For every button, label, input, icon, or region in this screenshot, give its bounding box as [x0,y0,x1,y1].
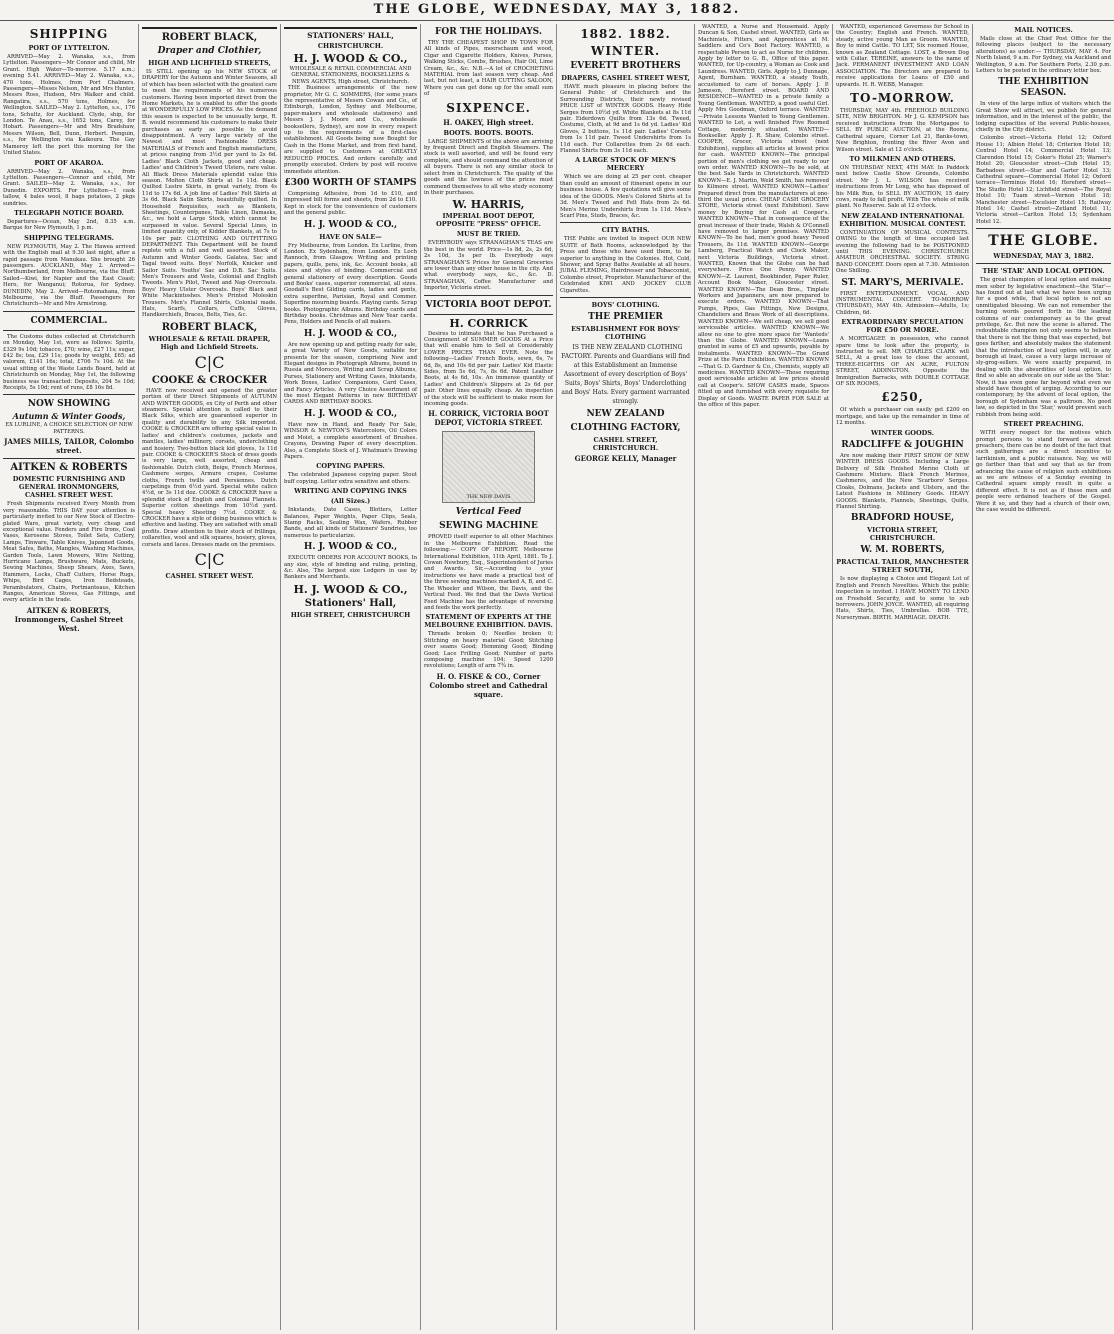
harris-heading: W. HARRIS, [452,198,525,212]
tomorrow-text: THURSDAY, MAY 4th. FREEHOLD BUILDING SITE, NEW BRIGHTON. Mr J. G. KEMPSON has received instructions from the Mortgagee to SELL BY PUBLIC AUCTION, at the Rooms, Cathedral square, Corner Lot 21, Banks-town, New Brighton, fronting the River Avon and Wilson street. Sale at 12 o'clock. [836,108,969,153]
bradford-sub: VICTORIA STREET, CHRISTCHURCH. [867,526,938,543]
winter-heading: WINTER. [590,44,661,58]
now-showing-heading: NOW SHOWING [27,399,111,410]
year-heading: 1882. 1882. [580,27,671,41]
commercial-text: The Customs duties collected at Christchurch on Monday, May 1st, were as follows: Spirits, £329 9s 10d; tobacco, £70; wine, £27 11s; sugar, £42 8s; tea, £29 11s; goods by weight, £65; ad valorem, £141 16s; total, £706 7s 10d. At the usual sitting of the Waste Lands Board, held at Christchurch on Monday, May 1st, the following business was transacted: Deposits, 204 5s 10d; Receipts, 5s 10d; rent of runs, £8 16s 8d. [3,333,135,392]
wood-text: THE Business arrangements of the new proprietor, Mr G. C. SOMMERS, (for some years the representative of Messrs Cowan and Co., of Edinburgh, London, Sydney and Melbourne, paper-makers and wholesale stationers) and Messrs J. J. Moore and Co., wholesale booksellers, Sydney), are now in every respect up to the requirements of a first-class establishment. All Goods being now Bought for Cash in the Home Market, and from first hand, are supplied to Customers at GREATLY REDUCED PRICES. And orders carefully and promptly executed. Orders by post will receive immediate attention. [284,85,417,175]
black-heading: ROBERT BLACK, [161,32,258,43]
boots-heading: BOOTS. BOOTS. BOOTS. [443,128,534,137]
preaching-heading: STREET PREACHING. [1003,420,1084,429]
now-showing-sign: JAMES MILLS, TAILOR, Colombo street. [4,437,134,456]
sixpence-heading: SIXPENCE. [446,100,531,115]
shipping-text: ARRIVED—May 2. Wanaka, s.s., from Lyttelton. Passengers—Mr Connor and child, Mr Grant. High Water—To-morrow. 5.17 a.m.; evening 5.41. ARRIVED—May 2. Wanaka, s.s., 470 tons, Holmes, from Port Chalmers. Passengers—Misses Nelson, Mr and Mrs Hunter, Messrs Ross, Hudson, Mrs Walker and child. Rangatira, s.s., 570 tons, Holmes, for Wellington. SAILED—May 2. Lyttelton, s.s., 176 tons, Schultz, for Auckland. Clyde, ship, for London. Te Anau, s.s., 1652 tons, Carey, for Hobart. Passengers—Mr and Mrs Bradshaw, Messrs Wilson, Bell, Dunn, Herbert. Penguin, s.s., for Wellington via Kaikoura. The Gay Mameroy left the port this morning for the United States. [3,54,135,157]
roberts-sub: PRACTICAL TAILOR, MANCHESTER STREET SOUTH, [836,558,969,575]
speculation-text: A MORTGAGEE in possession, who cannot spare time to look after the property, is instructed to sell. MR CHARLES CLARK will SELL, At a great loss to close the account, THREE-EIGHTHS OF AN ACRE, FULTON STREET, ADDINGTON. Opposite the Immigration Barracks, with DOUBLE COTTAGE OF SIX ROOMS, [836,336,969,388]
milkmen-heading: TO MILKMEN AND OTHERS. [849,154,956,163]
merivale-heading: ST. MARY'S, MERIVALE. [841,277,964,288]
roberts-heading: W. M. ROBERTS, [860,545,945,556]
nzcf-sub: CLOTHING FACTORY, [570,422,681,433]
corrick-sign: H. CORRICK, VICTORIA BOOT DEPOT, VICTORIA STREET. [428,409,549,428]
column-4 [421,24,556,1328]
telegrams-heading: SHIPPING TELEGRAMS. [24,233,114,242]
shipping-heading: SHIPPING [29,27,109,41]
black-address: HIGH AND LICHFIELD STREETS, [148,59,271,67]
sewing-table: Threads broken 0; Needles broken 0; Stitching on heavy material Good; Stitching over seams Good; Hemming Good; Binding Good; Lace Frilling Good; Number of parts composing machine 104; Speed 1200 revolutions; Length of arm 7¾ in. [424,631,553,670]
wood3-text: Are now opening up and getting ready for sale, a great Variety of New Goods, suitable for presents for the season, comprising New and Elegant designs in Photograph Albums, bound in Russia and Morocco, Writing and Scrap Albums, Purses, Stationery and Writing Cases, Inkstands, Work Boxes, Ladies' Companions, Card Cases, and Fancy Articles. A very Choice Assortment of the most Elegant Patterns in new BIRTHDAY CARDS AND BIRTHDAY BOOKS. [284,341,417,406]
tried-text: EVERYBODY says STRANAGHAN'S TEAS are the best in the world. Price—1s 8d, 2s, 2s 6d, 2s 10d, 3s per lb. Everybody says STRANAGHAN'S Prices for General Groceries are lower than any other house in the city. And what everybody says, &c., &c. D. STRANAGHAN, Coffee Manufacturer and Importer, Victoria street. [424,240,553,292]
aitken-sign: AITKEN & ROBERTS, Ironmongers, Cashel Street West. [14,605,124,633]
stationers-heading: STATIONERS' HALL, [307,31,394,40]
aitken-heading: AITKEN & ROBERTS [10,462,128,474]
akaroa-text: ARRIVED—May 2. Wanaka, s.s., from Lyttelton. Passengers—Connor and child, Mr Grant. SAILED—May 2. Wanaka, s.s., for Dunedin. EXPORTS. For Lyttelton—1 cask tallow, 4 bales wool, 8 bags potatoes, 2 pkgs sundries. [3,168,135,207]
cc-monogram: C|C [194,352,225,372]
nzcf-sign: GEORGE KELLY, Manager [574,453,677,463]
copy-text: The celebrated Japanese copying paper. Stout buff copying. Letter extra sensitive and others. [284,472,417,485]
black-text: IS STILL opening up his NEW STOCK of DRAPERY for the Autumn and Winter Seasons, all of which has been selected with the greatest care to meet the requirements of his numerous customers. Having been imported direct from the Home Markets, he is enabled to offer the goods at WONDERFULLY LOW PRICES. As the demand this season is expected to be unusually large, R. B. would recommend his customers to make their purchases as early as possible to avoid disappointment. A very large variety of the Newest and most Fashionable DRESS MATERIALS of French and English manufacture, at prices ranging from 3½d per yard to 2s 6d. Ladies' Black Cloth Jackets, good and cheap. Ladies' and Children's Tweed Ulsters, rare value. All Black Dress Materials splendid value this season. Molton Cloth Shirts at 1s 11d. Black Quilted Lustre Skirts, in great variety, from 4s 11d to 17s 6d. A job line of Ladies' Felt Skirts at 3s 6d. Black Satin Skirts, beautifully quilted. In Household Requisites, such as Blankets, Sheetings, Counterpanes, Table Linen, Damasks, &c., we hold a Large Stock, which cannot be surpassed in value. Several Special Lines, in limited quantity only, of Kidder Blankets, at 7s to 10s per pair. CLOTHING AND OUTFITTING DEPARTMENT. This Department will be found replete with a full and well assorted Stock of Autumn and Winter Goods. Galatea, Sac and Tagal tweed suits. Boys' Norfolk, Knicker and Sailor Suits. Youths' Sac and D.B. Sac Suits. Men's Trousers and Vests, Colonial and English Tweeds. Men's Pilot, Tweed and Nap Overcoats. Boys' Heavy Ulster Overcoats. Boys' Black and White Mackintoshes. Men's Printed Moleskin Trousers. Men's Flannel Shirts, Colonial made. Hats, Scarfs, Collars, Cuffs, Gloves, Handkerchiefs, Braces, Belts, Ties, &c. [142,69,277,319]
premier-heading: THE PREMIER [588,311,663,322]
column-2 [139,24,280,1328]
merivale-text: FIRST ENTERTAINMENT. VOCAL AND INSTRUMENTAL CONCERT. TO-MORROW (THURSDAY), MAY 4th. Admission—Adults, 1s; Children, 6d. [836,290,969,316]
victoria-heading: VICTORIA BOOT DEPOT. [425,299,552,310]
boots-text: LARGE SHIPMENTS of the above are arriving by frequent Direct and English Steamers. The stock is well assorted, and will be found very complete, and should command the attention of all buyers. There is not any similar stock to select from in Christchurch. The quality of the goods and the lowness of the prices must commend themselves to all who study economy in their purchases. [424,138,553,196]
bradford-heading: BRADFORD HOUSE, [850,513,955,524]
sewing-heading-2: SEWING MACHINE [439,521,538,532]
sewing-caption: THE NEW DAVIS [466,494,511,501]
column-6 [695,24,832,1328]
wood-heading: H. J. WOOD & CO., [293,52,408,65]
fiske-sign: H. O. FISKE & CO., Corner Colombo street and Cathedral square. [429,671,548,699]
baths-heading: CITY BATHS. [601,226,650,235]
wood3-heading: H. J. WOOD & CO., [303,328,398,339]
price-text: Of which a purchaser can easily get £200 on mortgage, and take up the remainder in time of 12 months. [836,407,969,427]
wanted-top: WANTED, experienced Governess for School in the Country; English and French. WANTED, steady, active young Man as Groom. WANTED, Boy to mind Cattle. TO LET, Six roomed House, known as Zealand Cottage. LOST, a Brown Dog with Collar. TEREINE, answers to the name of Jack. PERMANENT INVESTMENT AND LOAN ASSOCIATION. The Directors are prepared to receive applications for Loans of £50 and upwards. H. R. WEBB, Manager. [836,24,969,88]
column-3 [281,24,420,1328]
ink-sub: (All Sizes.) [330,497,371,506]
wanted-text: WANTED, a Nurse and Housemaid. Apply Duncan & Son, Cashel street. WANTED, Girls as Machinists, Fitters, and Apprentices at M. Saddlers and Co's Boot Factory. WANTED, a respectable Person to act as Nurse for children. Apply by letter to G. B., Office of this paper. WANTED, for Up-country, a Woman as Cook and Laundress. WANTED, Girls. Apply to J. Dunnage, Agent, Burnham. WANTED, a steady Youth, accustomed to care of horses. Apply J. P. Jameson, Hereford street. BOARD AND RESIDENCE—WANTED in a private family a Young Gentleman. WANTED, a good useful Girl. Apply Mrs Goodman, Oxford terrace. WANTED—Private Lessons Wanted to Young Gentlemen. WANTED to Let, a well finished Five Roomed Cottage, modernly situated. WANTED—Bookseller. Apply J. R. Shaw, Colombo street. COOPER, Grocer, Victoria street (next Exhibition), supplies all articles at lowest price for cash. WANTED KNOWN—The principal portion of men's clothing we get ready to our own order. WANTED KNOWN—To be sold, at the best Sale Yards in Christchurch. WANTED KNOWN—E. J. Martin, Weld Smith, has removed to Kilmore street. WANTED KNOWN—Ladies' Prepared direct from the manufacturers at one-third the usual price. CHEAP CASH GROCERY STORE, Victoria street (next Exhibition). Save money by Buying for Cash at Cooper's. WANTED KNOWN—That in consequence of the great increase of their trade, Walsh & O'Connell have removed to larger premises. WANTED KNOWN—To be had, men's good heavy Tweed Trousers, 8s 11d. WANTED KNOWN—George Lamberg, Practical Watch and Clock Maker, next Victoria Buildings, Victoria street. WANTED, Known that the Globe can be had everywhere. Price One Penny. WANTED KNOWN—Z. Laurent, Bookbinder, Paper Ruler, Account Book Maker, Gloucester street. WANTED KNOWN—The Dean Bros., Tinplate Workers and Japanners, are now prepared to execute orders. WANTED KNOWN—That Pumps, Pipes, Gas Fittings, New Designs, Chandeliers and Brass Work of all descriptions. WANTED KNOWN—We sell cheap, we sell good serviceable articles. WANTED KNOWN—We allow no one to give more space for 'Wanteds' than the Globe. WANTED KNOWN—Loans granted in sums of £5 and upwards, payable by instalments. WANTED KNOWN—The Grand Prize at the Paris Exhibition. WANTED KNOWN—That G. D. Gardner & Co., Chemists, supply all medicines. WANTED KNOWN—Those requiring good serviceable articles at low prices should call at Cooper's. SHOW CASES made, Spaces fitted up and furnished with every requisite for Display of Goods. WASTE PAPER FOR SALE at the office of this paper. [698,24,829,408]
mercery-heading: A LARGE STOCK OF MEN'S MERCERY [575,156,676,173]
sewing-machine-image [442,431,534,503]
port-heading: PORT OF LYTTELTON. [28,44,110,52]
column-7 [833,24,972,1328]
tried-heading: MUST BE TRIED. [456,230,521,239]
price-heading: £250, [881,390,924,405]
globe-date: WEDNESDAY, MAY 3, 1882. [993,252,1094,261]
mercery-text: Which we are doing at 25 per cent. cheaper than could an amount of itinerant opens in our business house. A few quotations will give some idea of the GOODS. Men's Colored Shirts at 1s 3d. Men's Tweed and Felt Hats from 2s 6d. Men's Merino Undershirts from 1s 11d. Men's Scarf Pins, Studs, Braces, &c. [560,174,691,219]
corrick-heading: H. CORRICK [449,316,528,330]
baths-text: THE Public are invited to inspect OUR NEW SUITE of Bath Rooms, acknowledged by the Press and those who have used them, to be superior to anything in the Colonies. Hot, Cold, Shower, and Spray Baths Available at all hours. JUBAL FLEMING, Hairdresser and Tobacconist, Colombo street, Proprietor. Manufacturer of the Celebrated KIWI AND JOCKEY CLUB Cigarettes. [560,236,691,294]
hotel-list: Colombo street—Victoria Hotel 12; Oxford House 11; Albion Hotel 18; Criterion Hotel 18; Central Hotel 14; Commercial Hotel 13; Clarendon Hotel 15; Coker's Hotel 25; Warner's Hotel 20; Gloucester street—Club Hotel 15; Barbadoes street—Star and Garter Hotel 13; Cathedral square—Commercial Hotel 12; Oxford terrace—Terminus Hotel 16; Hereford street—The Studio Hotel 12; Lichfield street—The Royal Hotel 10; Tuam street—Vernon Hotel 18; Manchester street—Excelsior Hotel 15; Railway Hotel 14; Cashel street—Zetland Hotel 11; Victoria street—Carlton Hotel 15; Sydenham Hotel 12. [976,135,1111,225]
corrick-text: Desires to intimate that he has Purchased a Consignment of SUMMER GOODS At a Price that will enable him to Sell at Considerably LOWER PRICES THAN EVER. Note the following—Ladies' French Boots, sewn, 6s, 7s 6d, 8s, and 10s 6d per pair. Ladies' Kid Elastic Sides, from 5s 6d, 7s, 8s 6d. Patent Leather Boots, at 4s 6d, 10s. An immense quantity of Ladies' and Children's Slippers at 2s 6d per pair. Other lines equally cheap. An inspection of the stock will be sufficient to make room for incoming goods. [424,330,553,408]
wood6-heading: H. J. WOOD & CO., [293,582,408,596]
premier-text: IS THE NEW ZEALAND CLOTHING FACTORY. Parents and Guardians will find at this Establishment an Immense Assortment of every description of Boys' Suits, Boys' Shirts, Boys' Underclothing and Boys' Hats. Every garment warranted strongly. [561,343,690,405]
exhibition-text: In view of the large influx of visitors which the Great Show will attract, we publish for general information, and in the interest of the public, the lodging capacities of the several Public-houses, chiefly in the City district. [976,101,1111,134]
wood2-heading: H. J. WOOD & CO., [303,219,398,230]
harris-sub: IMPERIAL BOOT DEPOT, OPPOSITE "PRESS" OFFICE. [436,212,541,229]
masthead: THE GLOBE, WEDNESDAY, MAY 3, 1882. [0,0,1114,21]
roberts-text: Is now displaying a Choice and Elegant Lot of English and French Novelties. Which the public inspection is invited. I HAVE MONEY TO LEND on Freehold Security, and to some to sub borrowers. JOHN JOYCE. WANTED, all requiring Hats, Shirts, Ties, Umbrellas. BOB TYE, Nurseryman. BIRTH. MARRIAGE. DEATH. [836,576,969,621]
now-showing-text: EX LURLINE, A CHOICE SELECTION OF NEW PATTERNS. [5,422,133,435]
stationers-sub: CHRISTCHURCH. [317,42,384,50]
everett-heading: EVERETT BROTHERS [570,61,681,71]
exhibition-heading: THE EXHIBITION SEASON. [998,77,1089,99]
wood4-text: Have now in Hand, and Ready For Sale, WINSOR & NEWTON'S Watercolors, Oil Colors and Moist, a complete assortment of Brushes. Crayons, Drawing Paper of every description. Also, a Complete Stock of J. Whatman's Drawing Papers. [284,421,417,460]
copy-heading: COPYING PAPERS. [316,462,385,471]
black-sub: Draper and Clothier, [157,46,262,56]
wood5-heading: H. J. WOOD & CO., [303,542,398,553]
wood6-sub: Stationers' Hall, [304,597,397,609]
sewing-text: PROVED itself superior to all other Machines in the Melbourne Exhibition. Read the following:— COPY OF REPORT. Melbourne International Exhibition, 11th April, 1881. To J. Cowan Newbury, Esq., Superintendent of Juries and Awards. Sir,—According to your instructions we have made a practical test of the three sewing machines marked A, B, and C. The Wheeler and Wilson, the Davis, and the Vertical Feed. We find that the Davis Vertical Feed Machine has the advantage of reversing and feeds the work perfectly. [424,534,553,611]
wood6-address: HIGH STREET, CHRISTCHURCH [290,610,411,619]
cashel-street: CASHEL STREET WEST. [165,572,254,580]
cc-monogram-2: C|C [194,550,225,569]
now-showing-sub: Autumn & Winter Goods, [12,411,126,422]
stamps-heading: £300 WORTH OF STAMPS [284,177,417,188]
wood2-text: Fry Melbourne, from London. Ex Lurline, from London. Ex Sydenham, from London. Ex Loch Rannoch, from Glasgow. Writing and printing papers, quills, pens, ink, &c. Account books, all sizes and styles of binding. Commercial and general stationery of every description. Goods and Books' cases, superior commercial, all sizes. Goodall's Best Gilding cards, ladies and gents, extra superfine, Parisian, Royal and Commer. Superfine mourning boards. Playing cards. Scrap books. Photographic Albums. Birthday cards and Birthday books. Christmas and New Year cards. Pens, Holders and Pencils of all makers. [284,242,417,326]
commercial-heading: COMMERCIAL. [30,315,108,326]
oakey-sign: H. OAKEY, High street. [443,117,534,127]
akaroa-heading: PORT OF AKAROA. [34,158,104,167]
holiday-text: TRY THE CHEAPEST SHOP IN TOWN FOR All kinds of Pipes, meerschaum and wood, Cigar and Cigarette Holders, Knives, Purses, Walking Sticks, Combs, Brushes, Hair Oil, Lime Cream, &c., &c. N.B.—A lot of CROCHETING MATERIAL from last season very cheap. And last, but not least, a HAIR CUTTING SALOON, Where you can get done up for the small sum of [424,40,553,98]
column-1 [0,24,138,1328]
everett-text: HAVE much pleasure in placing before the General Public of Christchurch and the Surrounding Districts, their newly revised PRICE LIST of WINTER GOODS. Heavy Hide Serges from 10½d yd. White Blankets at 8s 11d pair. Eiderdown Quilts from 13s 6d. Tweed, Costume, Cloth, at 9d and 1s 6d yd. Ladies' Kid Gloves, 2 buttons, 1s 11d pair. Ladies' Corsets from 1s 11d pair. Tweed Undershirts from 1s 11d each. Fur Collarettes from 2s 6d each. Flannel Shirts from 3s 11d each. [560,84,691,155]
radcliffe-heading: RADCLIFFE & JOUGHIN [841,439,964,450]
column-8 [973,24,1114,1328]
local-option-text: The great champion of local option and making men sober by legislative enactment—the 'Star'—has found out at last what we have been urging for a good while, that local option is not an unmitigated blessing. We can not remember the burning words poured forth in the leading columns of our contemporary as to the great privilege, &c. But now the scene is altered. The redoubtable champion not only seems to believe that there is not the thing that was expected, but goes farther, and absolutely makes the statement that the introduction of local option will, in any borough at least, cause a very large increase of sly-grog-sellers. We were exactly prepared, in dealing with the absurdities of local option, to find so able an advocate on our side as the 'Star.' Now, it has even gone far beyond what even we should have thought of urging. According to our contemporary, by the advent of local option, the borough of Sydenham was a paltroon. No good law, so depicted in the 'Star,' would prevent such rubbish from being sold. [976,277,1111,418]
column-5 [557,24,694,1328]
speculation-heading: EXTRAORDINARY SPECULATION FOR £50 OR MORE. [841,318,964,335]
stamps-text: Comprising Adhesive, from 1d to £10, and impressed bill forms and sheets, from 2d to £10. Kept in stock for the convenience of customers and the general public. [284,190,417,217]
mail-text: Mails close at the Chief Post Office for the following places (subject to the necessary alterations) as under:— THURSDAY, MAY 4. For North Island, 9 a.m. For Sydney, via Auckland and Wellington, 9 a.m. For Southern Ports, 2.30 p.m. Letters to be posted in the ordinary letter box. [976,36,1111,75]
black-sign: ROBERT BLACK, [161,321,258,333]
black-sign-2: WHOLESALE & RETAIL DRAPER, High and Lichfield Streets. [148,334,271,351]
telegraph-text: Departures—Ocean, May 2nd, 8.35 a.m. Barque for New Plymouth, 1 p.m. [3,218,135,232]
ink-heading: WRITING AND COPYING INKS [294,487,407,496]
local-option-heading: THE 'STAR' AND LOCAL OPTION. [982,267,1105,276]
boys-heading: BOYS' CLOTHING. [591,300,660,309]
cooke-heading: COOKE & CROCKER [151,374,268,386]
wood-sub: WHOLESALE & RETAIL COMMERCIAL AND GENERAL STATIONERS, BOOKSELLERS & NEWS AGENTS, High street, Christchurch. [289,66,412,85]
telegrams-text: NEW PLYMOUTH, May 2. The Hawea arrived with the English mail at 9.30 last night, after a rapid passage from Manukau. She brought 26 passengers. AUCKLAND, May 2. Arrived—Northumberland, from Melbourne, via the Bluff. Sailed—Kiwi, for Napier and the East Coast; Hero, for Wanganui; Rotorua, for Sydney. DUNEDIN, May 2. Arrived—Rotomahana, from Melbourne, via the Bluff. Passengers for Christchurch—Mr and Mrs Armstrong. [3,243,135,308]
milkmen-text: ON THURSDAY NEXT, 4TH MAY. In Paddock next below Castle Show Grounds, Colombo street. Mr J. L. WILSON has received instructions from Mr Long, who has disposed of his Milk Run, to SELL BY AUCTION, 15 dairy cows, ready to fall profit. With The whole of milk plant. No Reserve. Sale at 12 o'clock. [836,164,969,210]
aitken-sub: DOMESTIC FURNISHING AND GENERAL IRONMONGERS, CASHEL STREET WEST. [12,475,126,500]
ink-text: Inkstands, Date Cases, Blotters, Letter Balances, Paper Weights, Paper Clips, Seals, Stamp Racks, Sealing Wax, Wafers, Rubber Bands, and all kinds of Stationers' Sundries, too numerous to particularize. [284,507,417,539]
nzcf-heading: NEW ZEALAND [586,408,665,419]
aitken-text: Fresh Shipments received Every Month from very reasonable. THIS DAY your attention is particularly invited to our New Stock of Electro-plated Ware, great variety, very cheap and exceptional value. Fenders and Fire Irons, Coal Vases, Kerosene Stoves, Toilet Sets, Cutlery, Lamps, Tinware, Table Knives, Japanned Goods, Meat Safes, Baths, Mangles, Washing Machines, Garden Tools, Lawn Mowers, Wire Netting, Hurricane Lamps, Brushware, Mats, Buckets, Sewing Machines, Sheep Shears, Axes, Saws, Hammers, Locks, Chaff Cutters, Horse Rugs, Whips, Bird Cages, Iron Bedsteads, Perambulators, Chairs, Portmanteaus, Kitchen Ranges, American Stoves, Gas Fittings, and every article in the trade. [3,501,135,604]
globe-title: THE GLOBE. [988,233,1099,250]
holiday-heading: FOR THE HOLIDAYS. [435,27,542,37]
premier-sub: ESTABLISHMENT FOR BOYS' CLOTHING [571,324,680,341]
tomorrow-heading: TO-MORROW. [850,91,955,106]
wood5-text: EXECUTE ORDERS FOR ACCOUNT BOOKS, In any size, style of binding and ruling, printing, &c. Also, The largest size Ledgers in use by Bankers and Merchants. [284,555,417,581]
mail-heading: MAIL NOTICES. [1014,26,1073,34]
cooke-text: HAVE now received and opened the greater portion of their Direct Shipments of AUTUMN AND WINTER GOODS, ex City of Perth and other steamers. Special attention is called to their Black Silks, which are guaranteed superior in quality and durability to any Silk imported. COOKE & CROCKER are offering special value in ladies' and children's costumes, jackets and mantles, ladies' millinery, corsets, underclothing and hosiery. Two-button black kid gloves, 1s 11d pair. COOKE & CROCKER'S Stock of dress goods is very large, well assorted, cheap and fashionable. Dutch cloth, Beige, French Merinos, Cashmere serges, Armure crapes, Costume cloths, French twills and Persiennes. Dutch carpetings from 6½d yard. Special white calico 4½d, or 3s 11d doz. COOKE & CROCKER have a splendid stock of English and Colonial Flannels. Superior cotton sheetings from 10½d yard. Special heavy Sheeting 7½d. COOKE & CROCKER have a style of doing business which is effective and lasting. They are satisfied with small profits. Draw attention to their stock of frillings, collarettes, wool and silk squares, hosiery, gloves, corsets and laces. Dresses made on the premises. [142,387,278,548]
musical-heading: NEW ZEALAND INTERNATIONAL EXHIBITION. MUSICAL CONTEST. [839,211,966,228]
wood2-sub: HAVE ON SALE— [319,232,382,241]
everett-sub: DRAPERS, CASHEL STREET WEST, [561,74,690,82]
radcliffe-text: Are now making their FIRST SHOW OF NEW WINTER DRESS GOODS. Including a Large Delivery of Silk Finished Merino Cloth of Cashmere Mixture. Black French Merinos, Cashmeres, and the New 'Scarboro' Serges. Cloaks, Dolmans, Jackets and Ulsters, and the Latest Fashions in Millinery Goods. HEAVY GOODS. Blankets, Flannels, Sheetings, Quilts, Flannel Shirting. [836,452,969,510]
sewing-heading: Vertical Feed [455,507,522,518]
sewing-table-heading: STATEMENT OF EXPERTS AT THE MELBOURNE EXHIBITION. DAVIS. [424,613,553,630]
telegraph-heading: TELEGRAPH NOTICE BOARD. [14,208,124,217]
musical-text: CONTINUATION OF MUSICAL CONTESTS. OWING to the length of time occupied last evening the following had to be POSTPONED until THIS EVENING. CHRISTCHURCH AMATEUR ORCHESTRAL SOCIETY. STRING BAND CONCERT. Doors open at 7.30. Admission One Shilling. [836,229,969,275]
nzcf-address: CASHEL STREET, CHRISTCHURCH. [592,435,659,452]
winter-goods-heading: WINTER GOODS. [871,428,934,437]
preaching-text: WITH every respect for the motives which prompt persons to stand forward as street preachers, there can be no doubt of the fact that such gatherings are a direct incentive to larrikinism, and a public nuisance. Nay, we will go farther than that and say that as far from advancing the cause of religion such exhibitions as we are witness of a Sunday evening in Cathedral square simply result in quite a different effect. It is not as if these men and people were ordained teachers of the Gospel. Were it so, and they had a church of their own, the case would be different. [976,430,1111,513]
wood4-heading: H. J. WOOD & CO., [303,408,398,419]
